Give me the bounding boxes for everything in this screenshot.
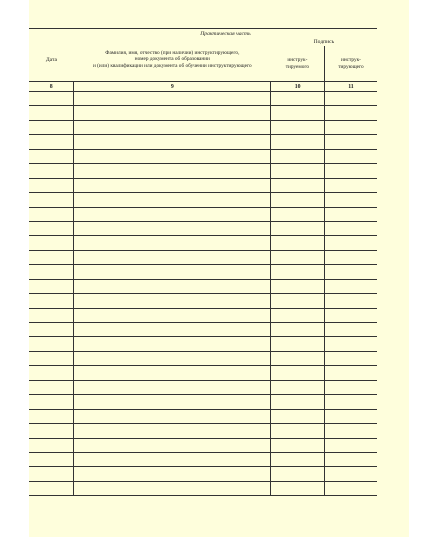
- instructor-cell: [74, 193, 271, 207]
- column-number-row: [29, 82, 377, 92]
- instructor-cell: [74, 279, 271, 293]
- signature-instructor-cell: [324, 366, 377, 380]
- date-cell: [29, 452, 74, 466]
- date-cell: [29, 323, 74, 337]
- instructor-cell: [74, 467, 271, 481]
- instructor-column-header: [74, 38, 271, 82]
- instructor-cell: [74, 337, 271, 351]
- instructor-cell: [74, 221, 271, 235]
- journal-entry-row: [29, 467, 377, 481]
- signature-instructed-cell: [271, 120, 325, 134]
- signature-instructed-cell: [271, 279, 325, 293]
- signature-instructor-cell: [324, 438, 377, 452]
- signature-instructor-cell: [324, 120, 377, 134]
- instructor-cell: [74, 452, 271, 466]
- date-cell: [29, 193, 74, 207]
- date-cell: [29, 178, 74, 192]
- journal-entry-row: [29, 279, 377, 293]
- instructor-cell: [74, 178, 271, 192]
- signature-instructor-cell: [324, 236, 377, 250]
- date-cell: [29, 265, 74, 279]
- journal-entry-row: [29, 207, 377, 221]
- journal-entry-row: [29, 149, 377, 163]
- date-cell: [29, 424, 74, 438]
- signature-instructor-line-1: инструк-: [340, 56, 361, 63]
- signature-instructor-cell: [324, 193, 377, 207]
- journal-entry-row: [29, 106, 377, 120]
- date-cell: [29, 236, 74, 250]
- journal-entry-row: [29, 92, 377, 106]
- signature-instructed-cell: [271, 92, 325, 106]
- column-number: 8: [29, 82, 74, 92]
- signature-instructed-cell: [271, 351, 325, 365]
- signature-instructor-cell: [324, 481, 377, 495]
- instructor-cell: [74, 106, 271, 120]
- date-cell: [29, 351, 74, 365]
- journal-entry-row: [29, 452, 377, 466]
- date-cell: [29, 395, 74, 409]
- signature-instructor-cell: [324, 351, 377, 365]
- instructor-cell: [74, 135, 271, 149]
- signature-instructor-cell: [324, 265, 377, 279]
- signature-instructed-cell: [271, 452, 325, 466]
- journal-entry-row: [29, 380, 377, 394]
- signature-instructed-line-2: тируемого: [285, 63, 310, 70]
- signature-instructor-cell: [324, 294, 377, 308]
- signature-instructed-cell: [271, 409, 325, 423]
- instructor-cell: [74, 149, 271, 163]
- journal-entry-row: [29, 481, 377, 495]
- date-cell: [29, 221, 74, 235]
- date-cell: [29, 380, 74, 394]
- instructor-cell: [74, 395, 271, 409]
- journal-entry-row: [29, 424, 377, 438]
- date-column-header: Дата: [45, 56, 57, 63]
- journal-entry-row: [29, 178, 377, 192]
- instructor-header-line-3: и (или) квалификации или документа об обучении инструктирующего: [93, 62, 252, 69]
- signature-instructor-cell: [324, 308, 377, 322]
- date-cell: [29, 366, 74, 380]
- date-cell: [29, 438, 74, 452]
- signature-instructor-cell: [324, 92, 377, 106]
- journal-entry-row: [29, 135, 377, 149]
- signature-instructed-cell: [271, 395, 325, 409]
- instructor-cell: [74, 164, 271, 178]
- instruction-journal-table: [29, 28, 377, 496]
- signature-instructed-cell: [271, 424, 325, 438]
- date-cell: [29, 106, 74, 120]
- signature-instructor-cell: [324, 452, 377, 466]
- journal-entry-row: [29, 236, 377, 250]
- date-cell: [29, 120, 74, 134]
- journal-entry-row: [29, 351, 377, 365]
- signature-instructed-cell: [271, 323, 325, 337]
- signature-instructed-cell: [271, 337, 325, 351]
- signature-instructed-cell: [271, 164, 325, 178]
- signature-instructor-header: [324, 46, 377, 82]
- journal-entry-row: [29, 337, 377, 351]
- instructor-cell: [74, 207, 271, 221]
- signature-instructor-cell: [324, 395, 377, 409]
- instructor-cell: [74, 92, 271, 106]
- date-cell: [29, 250, 74, 264]
- signature-instructed-cell: [271, 250, 325, 264]
- signature-instructed-cell: [271, 366, 325, 380]
- signature-instructed-line-1: инструк-: [287, 56, 308, 63]
- instructor-cell: [74, 236, 271, 250]
- signature-instructor-cell: [324, 337, 377, 351]
- signature-instructed-cell: [271, 265, 325, 279]
- signature-instructed-cell: [271, 467, 325, 481]
- journal-entry-row: [29, 395, 377, 409]
- instructor-cell: [74, 351, 271, 365]
- journal-entry-row: [29, 221, 377, 235]
- journal-entry-row: [29, 438, 377, 452]
- journal-entry-row: [29, 250, 377, 264]
- signature-group-header: Подпись: [313, 38, 335, 45]
- instructor-cell: [74, 366, 271, 380]
- signature-instructed-cell: [271, 294, 325, 308]
- instructor-cell: [74, 294, 271, 308]
- date-cell: [29, 135, 74, 149]
- instructor-cell: [74, 265, 271, 279]
- signature-instructed-cell: [271, 438, 325, 452]
- date-cell: [29, 467, 74, 481]
- section-title: Практическая часть: [74, 29, 377, 39]
- signature-instructor-cell: [324, 106, 377, 120]
- instructor-cell: [74, 308, 271, 322]
- journal-entry-row: [29, 294, 377, 308]
- date-cell: [29, 409, 74, 423]
- date-cell: [29, 279, 74, 293]
- signature-instructed-cell: [271, 380, 325, 394]
- signature-instructed-cell: [271, 178, 325, 192]
- signature-instructor-cell: [324, 221, 377, 235]
- signature-instructed-cell: [271, 221, 325, 235]
- instructor-header-line-2: номер документа об образовании: [134, 56, 210, 63]
- journal-entry-row: [29, 323, 377, 337]
- date-cell: [29, 164, 74, 178]
- date-cell: [29, 207, 74, 221]
- column-number: 9: [74, 82, 271, 92]
- signature-instructed-cell: [271, 207, 325, 221]
- signature-instructor-cell: [324, 164, 377, 178]
- instructor-cell: [74, 409, 271, 423]
- date-cell: [29, 294, 74, 308]
- signature-instructor-cell: [324, 279, 377, 293]
- column-number: 11: [324, 82, 377, 92]
- signature-instructor-line-2: тирующего: [338, 63, 364, 70]
- signature-instructor-cell: [324, 135, 377, 149]
- date-cell: [29, 337, 74, 351]
- instructor-cell: [74, 250, 271, 264]
- journal-entry-row: [29, 265, 377, 279]
- journal-entry-row: [29, 308, 377, 322]
- signature-instructed-cell: [271, 481, 325, 495]
- date-cell: [29, 149, 74, 163]
- journal-entry-row: [29, 409, 377, 423]
- signature-instructed-cell: [271, 236, 325, 250]
- signature-instructor-cell: [324, 380, 377, 394]
- signature-instructor-cell: [324, 250, 377, 264]
- signature-instructed-cell: [271, 308, 325, 322]
- instructor-cell: [74, 120, 271, 134]
- column-number: 10: [271, 82, 325, 92]
- instructor-cell: [74, 323, 271, 337]
- signature-instructor-cell: [324, 409, 377, 423]
- journal-entry-row: [29, 366, 377, 380]
- signature-instructed-cell: [271, 106, 325, 120]
- signature-instructed-cell: [271, 149, 325, 163]
- journal-entry-row: [29, 164, 377, 178]
- signature-instructor-cell: [324, 424, 377, 438]
- signature-instructed-cell: [271, 135, 325, 149]
- signature-instructor-cell: [324, 323, 377, 337]
- signature-instructor-cell: [324, 467, 377, 481]
- journal-entry-row: [29, 120, 377, 134]
- signature-instructed-cell: [271, 193, 325, 207]
- journal-entry-row: [29, 193, 377, 207]
- instructor-header-line-1: Фамилия, имя, отчество (при наличии) инструктирующего,: [105, 49, 240, 56]
- instructor-cell: [74, 438, 271, 452]
- signature-instructed-header: [271, 46, 325, 82]
- date-cell: [29, 481, 74, 495]
- date-cell: [29, 308, 74, 322]
- signature-instructor-cell: [324, 178, 377, 192]
- instructor-cell: [74, 481, 271, 495]
- signature-instructor-cell: [324, 149, 377, 163]
- instructor-cell: [74, 380, 271, 394]
- signature-instructor-cell: [324, 207, 377, 221]
- instructor-cell: [74, 424, 271, 438]
- date-cell: [29, 92, 74, 106]
